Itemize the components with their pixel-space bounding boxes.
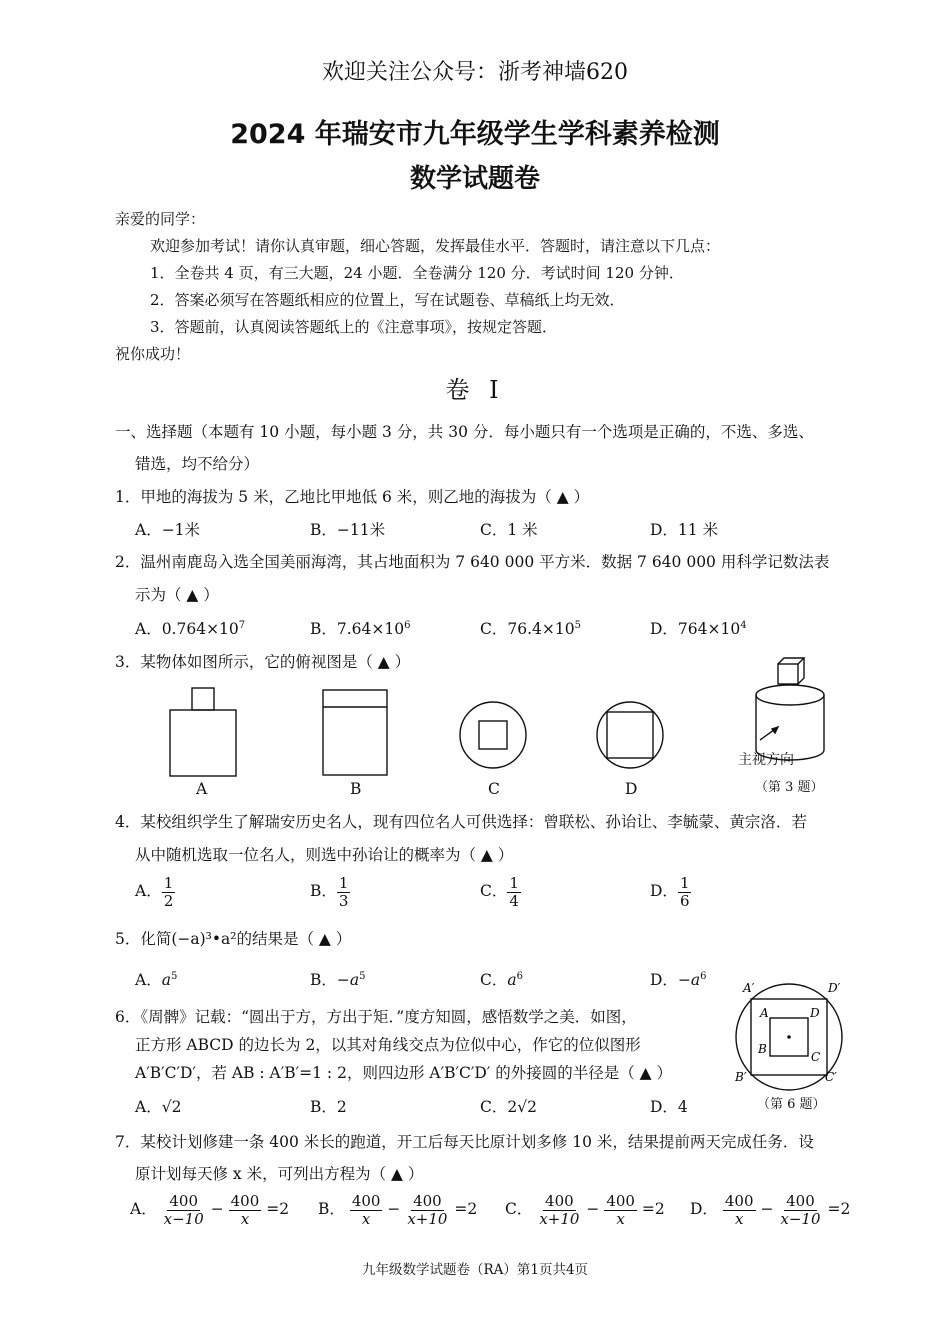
q3-stem: 3．某物体如图所示，它的俯视图是（ ▲ ） (115, 653, 411, 671)
q3-figure-c (460, 702, 526, 768)
rule-2: 2．答案必须写在答题纸相应的位置上，写在试题卷、草稿纸上均无效． (150, 291, 625, 309)
q4-option-d: D． $\frac{1}{6}$ (650, 874, 690, 910)
q7-option-b: B． $\frac{400}{x}$ − $\frac{400}{x+10}$ =2 (318, 1192, 478, 1228)
wish-text: 祝你成功！ (115, 345, 191, 363)
q5-option-d: D．$-a^6$ (650, 970, 707, 989)
q6-option-b: B．2 (310, 1098, 347, 1116)
rule-1: 1．全卷共 4 页，有三大题，24 小题．全卷满分 120 分．考试时间 120 分钟． (150, 264, 684, 282)
q7-option-c: C． $\frac{400}{x+10}$ − $\frac{400}{x}$ =2 (505, 1192, 665, 1228)
q5-stem: 5．化简(−a)³•a²的结果是（ ▲ ） (115, 930, 352, 948)
q7-option-a: A． $\frac{400}{x-10}$ − $\frac{400}{x}$ =2 (130, 1192, 290, 1228)
q6-stem-3: A′B′C′D′，若 AB : A′B′=1 : 2，则四边形 A′B′C′D′ 的外接圆的半径是（ ▲ ） (135, 1064, 673, 1082)
section-title: 卷 Ⅰ (445, 376, 505, 404)
exam-subtitle: 数学试题卷 (409, 164, 540, 194)
q3-figure-a (170, 688, 236, 776)
q3-figure-d (597, 702, 663, 768)
q5-option-b: B．$-a^5$ (310, 970, 366, 989)
q2-option-b: B．$7.64\times 10^6$ (310, 619, 411, 638)
q6-option-d: D．4 (650, 1098, 688, 1116)
part1-heading: 一、选择题（本题有 10 小题，每小题 3 分，共 30 分．每小题只有一个选项是正确的，不选、多选、 (115, 423, 814, 441)
q7-option-d: D． $\frac{400}{x}$ − $\frac{400}{x-10}$ =2 (690, 1192, 851, 1228)
q6-option-a: A．√2 (135, 1098, 182, 1116)
q6-label-d: D (810, 1006, 820, 1020)
q1-option-a: A．−1米 (135, 521, 201, 539)
q4-stem: 4．某校组织学生了解瑞安历史名人，现有四位名人可供选择：曾联松、孙诒让、李毓蒙、黄宗洛．若 (115, 813, 807, 831)
greeting: 亲爱的同学： (115, 210, 206, 228)
q3-label-b: B (350, 780, 362, 798)
q6-label-d1: D′ (828, 981, 841, 995)
q2-option-c: C．$76.4\times 10^5$ (480, 619, 581, 638)
q2-stem-2: 示为（ ▲ ） (135, 586, 219, 604)
q6-label-b1: B′ (735, 1070, 747, 1084)
q1-option-d: D．11 米 (650, 521, 719, 539)
q7-stem-2: 原计划每天修 x 米，可列出方程为（ ▲ ） (135, 1165, 424, 1183)
q3-caption: （第 3 题） (755, 780, 824, 795)
page-footer: 九年级数学试题卷（RA）第1页共4页 (361, 1262, 589, 1278)
q1-stem: 1．甲地的海拔为 5 米，乙地比甲地低 6 米，则乙地的海拔为（ ▲ ） (115, 488, 590, 506)
q6-label-c: C (811, 1050, 821, 1064)
q1-option-b: B．−11米 (310, 521, 386, 539)
q4-option-a: A． $\frac{1}{2}$ (135, 874, 174, 910)
q6-label-c1: C′ (825, 1070, 837, 1084)
exam-title: 2024 年瑞安市九年级学生学科素养检测 (230, 119, 720, 150)
q4-option-b: B． $\frac{1}{3}$ (310, 874, 349, 910)
q6-label-a1: A′ (743, 981, 755, 995)
q2-stem: 2．温州南鹿岛入选全国美丽海湾，其占地面积为 7 640 000 平方米．数据 7 640 000 用科学记数法表 (115, 553, 830, 571)
q4-stem-2: 从中随机选取一位名人，则选中孙诒让的概率为（ ▲ ） (135, 846, 514, 864)
promo-header: 欢迎关注公众号：浙考神墙620 (322, 60, 628, 85)
q6-stem-2: 正方形 ABCD 的边长为 2，以其对角线交点为位似中心，作它的位似图形 (135, 1036, 641, 1054)
q3-label-c: C (488, 780, 500, 798)
q6-label-a: A (760, 1006, 769, 1020)
q1-option-c: C．1 米 (480, 521, 538, 539)
rule-3: 3．答题前，认真阅读答题纸上的《注意事项》，按规定答题． (150, 318, 558, 336)
q6-figure (725, 975, 855, 1095)
q3-label-d: D (625, 780, 638, 798)
q6-label-b: B (758, 1042, 767, 1056)
q6-caption: （第 6 题） (757, 1097, 826, 1112)
q2-option-d: D．$764\times 10^4$ (650, 619, 747, 638)
q6-option-c: C．2√2 (480, 1098, 537, 1116)
q3-view-label: 主视方向 (738, 752, 794, 768)
welcome-text: 欢迎参加考试！请你认真审题，细心答题，发挥最佳水平．答题时，请注意以下几点： (150, 237, 721, 255)
part1-heading-2: 错选，均不给分） (135, 455, 260, 473)
q6-stem: 6．《周髀》记载：“圆出于方，方出于矩．”度方知圆，感悟数学之美．如图， (115, 1008, 637, 1026)
q5-option-c: C．$a^6$ (480, 970, 523, 989)
q3-figure-b (323, 690, 387, 775)
q3-figure-solid (756, 658, 824, 760)
q4-option-c: C． $\frac{1}{4}$ (480, 874, 519, 910)
q5-option-a: A．$a^5$ (135, 970, 178, 989)
q2-option-a: A．$0.764\times 10^7$ (135, 619, 246, 638)
q7-stem: 7．某校计划修建一条 400 米长的跑道，开工后每天比原计划多修 10 米，结果提前两天完成任务．设 (115, 1133, 814, 1151)
q3-label-a: A (196, 780, 208, 798)
